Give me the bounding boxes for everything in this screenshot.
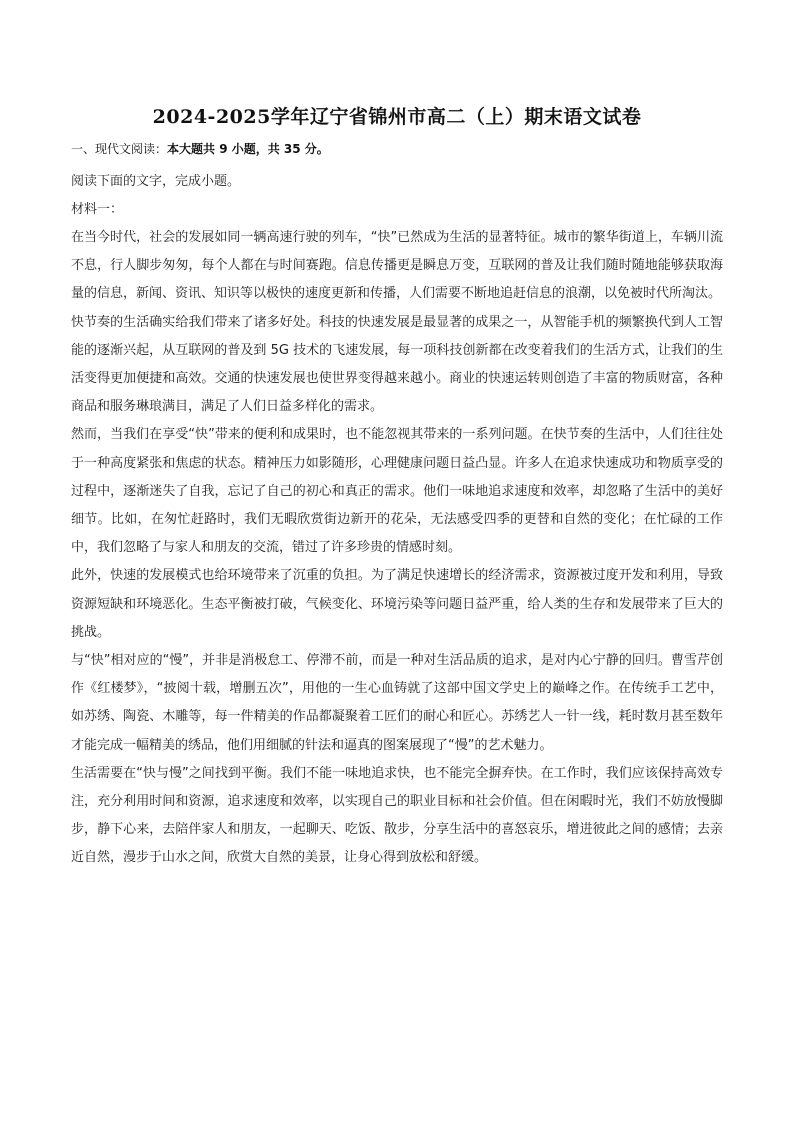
section-number: 一、现代文阅读： <box>71 142 168 156</box>
section-detail: 本大题共 9 小题，共 35 分。 <box>167 142 329 156</box>
paragraph-5: 与“快”相对应的“慢”，并非是消极怠工、停滞不前，而是一种对生活品质的追求，是对内心宁静的回归。曹雪芹创作《红楼梦》，“披阅十载，增删五次”，用他的一生心血铸就了这部中国文学史上的巅峰之作。在传统手工艺中，如苏绣、陶瓷、木雕等，每一件精美的作品都凝聚着工匠们的耐心和匠心。苏绣艺人一针一线，耗时数月甚至数年才能完成一幅精美的绣品，他们用细腻的针法和逼真的图案展现了“慢”的艺术魅力。 <box>71 653 723 753</box>
paragraph-1: 在当今时代，社会的发展如同一辆高速行驶的列车，“快”已然成为生活的显著特征。城市的繁华街道上，车辆川流不息，行人脚步匆匆，每个人都在与时间赛跑。信息传播更是瞬息万变，互联网的普及让我们随时随地能够获取海量的信息，新闻、资讯、知识等以极快的速度更新和传播，人们需要不断地追赶信息的浪潮，以免被时代所淘汰。 <box>71 230 723 302</box>
paragraph-6: 生活需要在“快与慢”之间找到平衡。我们不能一味地追求快，也不能完全摒弃快。在工作时，我们应该保持高效专注，充分利用时间和资源，追求速度和效率，以实现自己的职业目标和社会价值。但在闲暇时光，我们不妨放慢脚步，静下心来，去陪伴家人和朋友，一起聊天、吃饭、散步，分享生活中的喜怒哀乐，增进彼此之间的感情；去亲近自然，漫步于山水之间，欣赏大自然的美景，让身心得到放松和舒缓。 <box>71 765 723 866</box>
material-label: 材料一： <box>71 202 124 217</box>
paragraph-2: 快节奏的生活确实给我们带来了诸多好处。科技的快速发展是最显著的成果之一，从智能手机的频繁换代到人工智能的逐渐兴起，从互联网的普及到 5G 技术的飞速发展，每一项科技创新都在改变着我们的生活方式，让我们的生活变得更加便捷和高效。交通的快速发展也使世界变得越来越小。商业的快速运转则创造了丰富的物质财富，各种商品和服务琳琅满目，满足了人们日益多样化的需求。 <box>71 314 723 415</box>
paragraph-3: 然而，当我们在享受“快”带来的便利和成果时，也不能忽视其带来的一系列问题。在快节奏的生活中，人们往往处于一种高度紧张和焦虑的状态。精神压力如影随形，心理健康问题日益凸显。许多人在追求快速成功和物质享受的过程中，逐渐迷失了自我，忘记了自己的初心和真正的需求。他们一味地追求速度和效率，却忽略了生活中的美好细节。比如，在匆忙赶路时，我们无暇欣赏街边新开的花朵，无法感受四季的更替和自然的变化；在忙碌的工作中，我们忽略了与家人和朋友的交流，错过了许多珍贵的情感时刻。 <box>71 427 723 556</box>
reading-instruction: 阅读下面的文字，完成小题。 <box>71 174 241 189</box>
section-heading <box>71 140 723 158</box>
paragraph-4: 此外，快速的发展模式也给环境带来了沉重的负担。为了满足快速增长的经济需求，资源被过度开发和利用，导致资源短缺和环境恶化。生态平衡被打破，气候变化、环境污染等问题日益严重，给人类的生存和发展带来了巨大的挑战。 <box>71 568 723 640</box>
exam-title: 2024-2025学年辽宁省锦州市高二（上）期末语文试卷 <box>152 106 642 128</box>
document-content <box>71 104 723 873</box>
